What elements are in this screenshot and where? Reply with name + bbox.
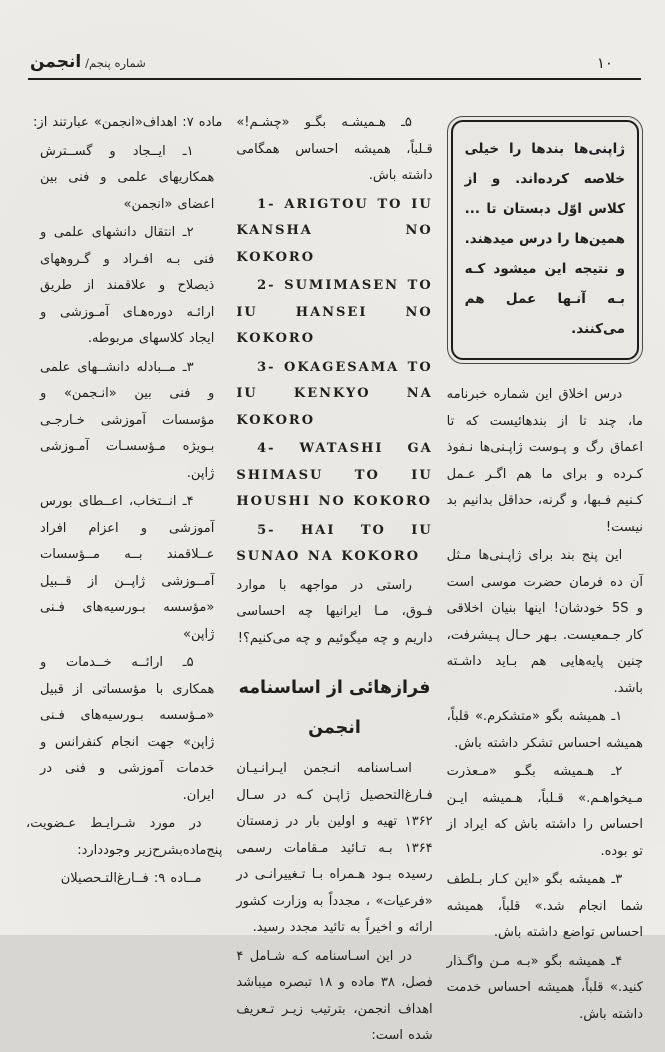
- romaji-item: 2- SUMIMASEN TO IU HANSEI NO KOKORO: [236, 278, 433, 346]
- page-number: ۱۰: [596, 54, 613, 72]
- romaji-item: 4- WATASHI GA SHIMASU TO IU HOUSHI NO KOKORO: [236, 441, 433, 509]
- highlight-box: [447, 116, 643, 364]
- list-item: ۵ـ هـمیشـه بگـو «چشـم!» قـلباً، همیشه احساس همگامی داشته باش.: [236, 115, 433, 183]
- column-left: [26, 110, 222, 1052]
- article-heading: ماده ۷: اهداف«انجمن» عبارتند از:: [33, 115, 223, 130]
- highlight-box-text: ژاپنی‌ها بندها را خیلی خلاصه کرده‌اند. و از کلاس اوّل دبستان تا ... همین‌ها را درس میدهند. و نتیجه این میشود کـه بـه آنـها عمل هم می‌کنند.: [451, 120, 639, 360]
- journal-title: انجمن: [30, 52, 82, 72]
- paragraph: درس اخلاق این شماره خبرنامه ما، چند تا از بندهائیست که تا اعماق رگ و پـوست ژاپـنی‌ها نـفوذ کـرده و برای ما هم اگـر عـمل کـنیم فـبها، و گرنه، حداقل بدانیم بد نیست!: [446, 387, 643, 535]
- section-heading: فرازهائی از اساسنامه انجمن: [238, 678, 431, 738]
- paragraph: راستی در مواجهه با موارد فـوق، مـا ایرانیها چه احساسی داریم و چه میگوئیم و چه می‌کنیم؟!: [236, 577, 433, 646]
- paragraph: این پنج بند برای ژاپـنی‌ها مـثل آن ده فرمان حضرت موسی است و 5S خودشان! اینها بنیان اخلاقی کار جـمعیست. بـهر حـال پـیشرفت، چنین پایه‌هایی هم بـاید داشـته باشد.: [446, 548, 643, 696]
- list-item: ۲ـ انتقال دانشهای علمی و فنی بـه افـراد و گـروههای ذیصلاح و علاقمند از طریق ارائـه دوره‌هـای آمـوزشی و ایجاد کلاسهای مربوطه.: [40, 225, 215, 346]
- article-heading: مــاده ۹: فــارغ‌التـحصیلان: [60, 871, 202, 886]
- paragraph: در مورد شـرایـط عـضویت، پنج‌ماده‌بشرح‌زیر وجوددارد:: [26, 816, 223, 858]
- list-item: ۴ـ انــتخاب، اعــطای بورس آموزشی و اعزام افراد عــلاقمند بــه مــؤسسات آمــوزشی ژاپــن از قــبیل «مؤسسه بـورسیه‌های فـنی ژاپن»: [40, 494, 215, 642]
- paragraph: در این اسـاسنامه کـه شـامل ۴ فصل، ۳۸ ماده و ۱۸ تبصره میباشد اهداف انجمن، بترتیب زیـر تـعریف شده است:: [236, 948, 433, 1043]
- list-item: ۵ـ ارائــه خــدمات و همکاری با مؤسساتی از قبیل «مـؤسسه بـورسیه‌های فـنی ژاپن» جهت انجام کنفرانس و خدمات آموزشی و فنی در ایران.: [40, 655, 215, 803]
- list-item: ۱ـ همیشه بگو «متشکرم.» قلباً، همیشه احساس تشکر داشته باش.: [446, 709, 643, 751]
- issue-label: /شماره پنجم: [85, 56, 146, 70]
- romaji-item: 3- OKAGESAMA TO IU KENKYO NA KOKORO: [236, 359, 433, 428]
- masthead: [30, 52, 146, 72]
- list-item: ۴ـ همیشه بگو «بـه مـن واگـذار کنید.» قلباً، همیشه احساس خدمت داشته باش.: [446, 953, 643, 1022]
- romaji-item: 5- HAI TO IU SUNAO NA KOKORO: [236, 522, 433, 564]
- list-item: ۲ـ هـمیشه بگـو «مـعذرت مـیخواهـم.» قـلباً، هـمیشه ایـن احساس را داشته باش که ایراد از تو بوده.: [446, 764, 643, 859]
- three-column-layout: [26, 80, 643, 1052]
- romaji-item: 1- ARIGTOU TO IU KANSHA NO KOKORO: [236, 196, 433, 265]
- column-middle: [236, 110, 432, 1052]
- page-header: [26, 0, 643, 76]
- paragraph: اسـاسنامه انـجمن ایـرانـیـان فـارغ‌التحصیل ژاپـن کـه در سـال ۱۳۶۲ تهیه و اولین بار در زمستان ۱۳۶۴ بـه تـائید مـقامات رسمی رسیده بـود هـمراه بـا تـغییرانـی در «فرعیات» ، مجدداً به وزارت کشور ارائه و اخیراً به تائید مجدد رسید.: [236, 761, 433, 935]
- column-right: [447, 110, 643, 1052]
- list-item: ۱ـ ایــجاد و گســترش همکاریهای علمی و فنی بین اعضای «انجمن»: [40, 143, 215, 212]
- list-item: ۳ـ همیشه بگو «این کـار بـلطف شما انجام شد.» قلباً، همیشه احساس تواضع داشته باش.: [446, 872, 643, 940]
- list-item: ۳ـ مــبادله دانشــهای علمی و فنی بین «انـجمن» و مؤسسات آموزشی خـارجـی بـویژه مـؤسسـات آمـوزشی ژاپن.: [40, 359, 215, 481]
